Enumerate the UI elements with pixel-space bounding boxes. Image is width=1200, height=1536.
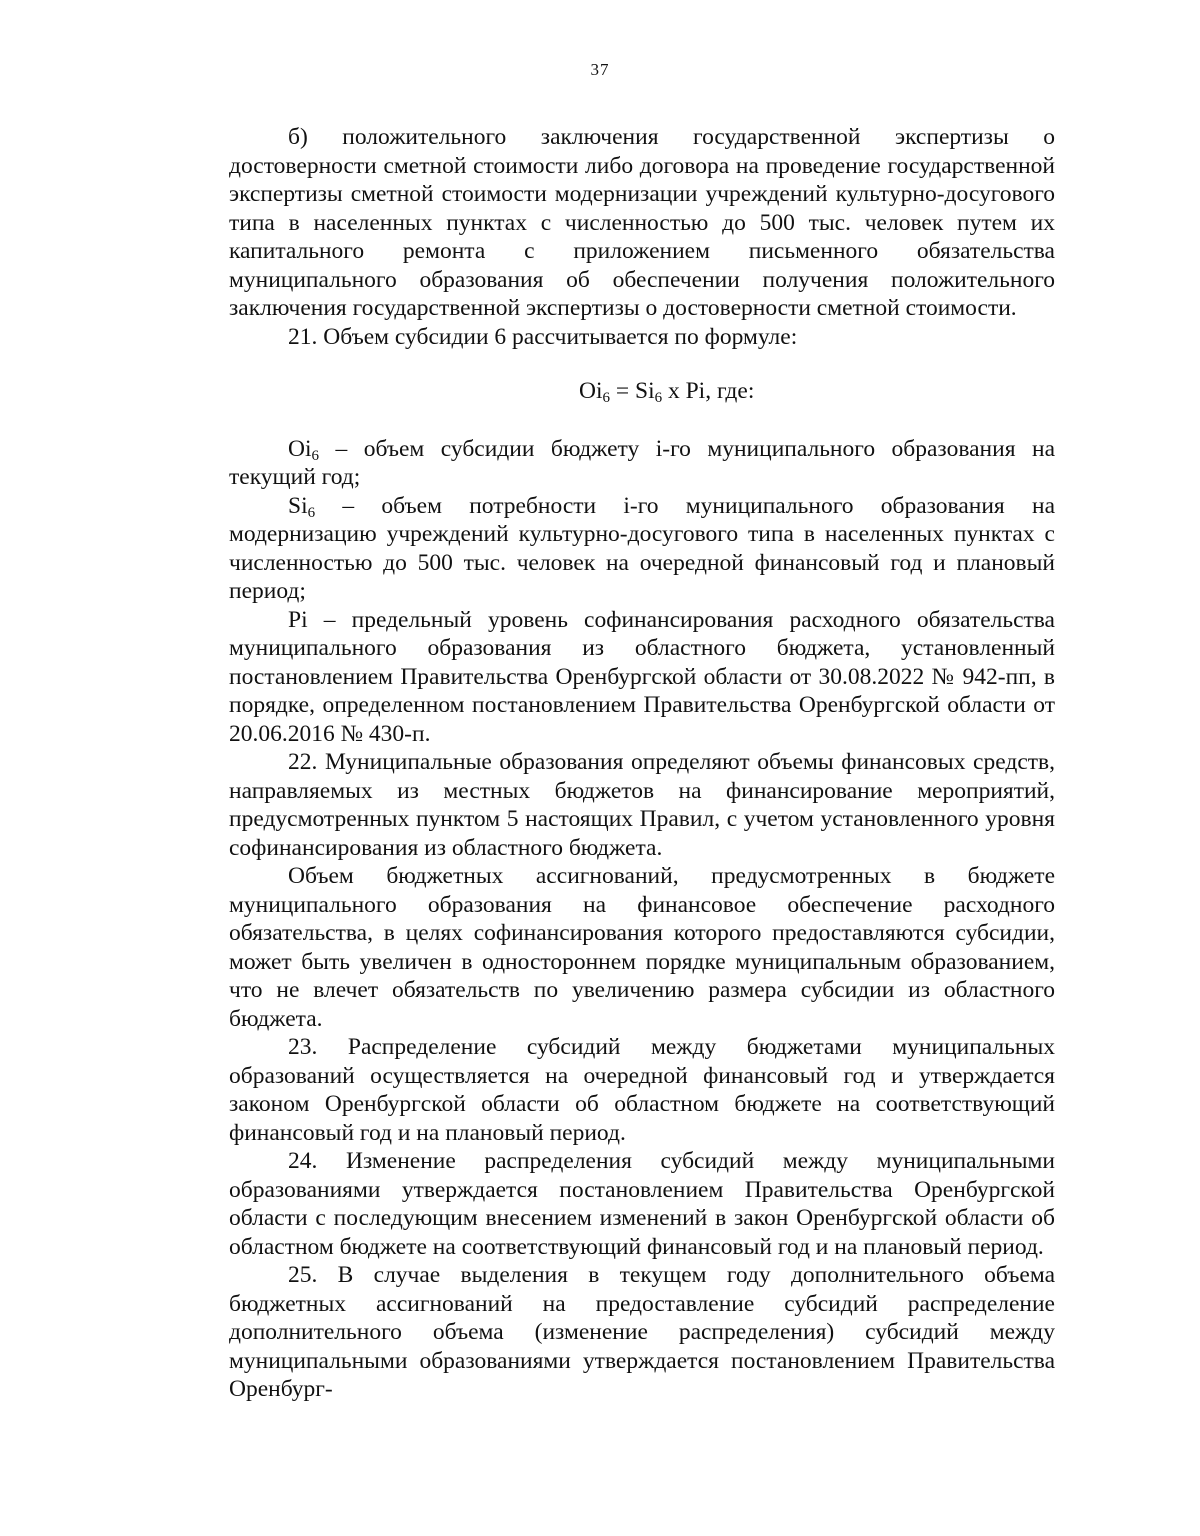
paragraph-24: 24. Изменение распределения субсидий между муниципальными образованиями утверждается постановлением Правительства Оренбургской области с последующим внесением изменений в закон Оренбургской области об областном бюджете на соответствующий финансовый год и на плановый период. [229, 1148, 1055, 1260]
paragraph-b-expertise: б) положительного заключения государственной экспертизы о достоверности сметной стоимости либо договора на проведение государственной экспертизы сметной стоимости модернизации учреждений культурно-досугового типа в населенных пунктах с численностью до 500 тыс. человек путем их капитального ремонта с приложением письменного обязательства муниципального образования об обеспечении получения положительного заключения государственной экспертизы о достоверности сметной стоимости. [229, 124, 1055, 321]
definition-pi: Pi – предельный уровень софинансирования расходного обязательства муниципального образования из областного бюджета, установленный постановлением Правительства Оренбургской области от 30.08.2022 № 942-пп, в порядке, определенном постановлением Правительства Оренбургской области от 20.06.2016 № 430-п. [229, 606, 1055, 747]
formula-lhs-subscript: 6 [602, 390, 610, 406]
definition-si-symbol: Si [288, 492, 308, 519]
definition-si-subscript: 6 [307, 504, 316, 521]
page-number: 37 [590, 60, 610, 79]
formula-rhs: x Pi, где: [662, 378, 755, 404]
definition-oi-text: – объем субсидии бюджету i-го муниципального образования на текущий год; [229, 435, 1055, 490]
formula-lhs: Oi [579, 378, 603, 404]
document-body [229, 123, 1055, 1404]
formula-mid-subscript: 6 [654, 390, 663, 406]
definition-oi-symbol: Oi [288, 435, 312, 462]
paragraph-25: 25. В случае выделения в текущем году дополнительного объема бюджетных ассигнований на предоставление субсидий распределение дополнительного объема (изменение распределения) субсидий между муниципальными образованиями утверждается постановлением Правительства Оренбург- [229, 1262, 1055, 1402]
definition-oi-subscript: 6 [311, 447, 319, 464]
paragraph-22: 22. Муниципальные образования определяют объемы финансовых средств, направляемых из местных бюджетов на финансирование мероприятий, предусмотренных пунктом 5 настоящих Правил, с учетом установленного уровня софинансирования из областного бюджета. [229, 749, 1055, 861]
paragraph-21: 21. Объем субсидии 6 рассчитывается по формуле: [288, 323, 798, 350]
paragraph-23: 23. Распределение субсидий между бюджетами муниципальных образований осуществляется на очередной финансовый год и утверждается законом Оренбургской области об областном бюджете на соответствующий финансовый год и на плановый период. [229, 1034, 1055, 1146]
formula [229, 351, 1055, 435]
definition-si-text: – объем потребности i-го муниципального образования на модернизацию учреждений культурно-досугового типа в населенных пунктах с численностью до 500 тыс. человек на очередной финансовый год и плановый период; [229, 492, 1055, 604]
definition-oi [229, 435, 1055, 492]
paragraph-22-continued: Объем бюджетных ассигнований, предусмотренных в бюджете муниципального образования на финансовое обеспечение расходного обязательства, в целях софинансирования которого предоставляются субсидии, может быть увеличен в одностороннем порядке муниципальным образованием, что не влечет обязательств по увеличению размера субсидии из областного бюджета. [229, 863, 1055, 1032]
formula-mid: = Si [610, 378, 655, 404]
definition-si [229, 492, 1055, 606]
